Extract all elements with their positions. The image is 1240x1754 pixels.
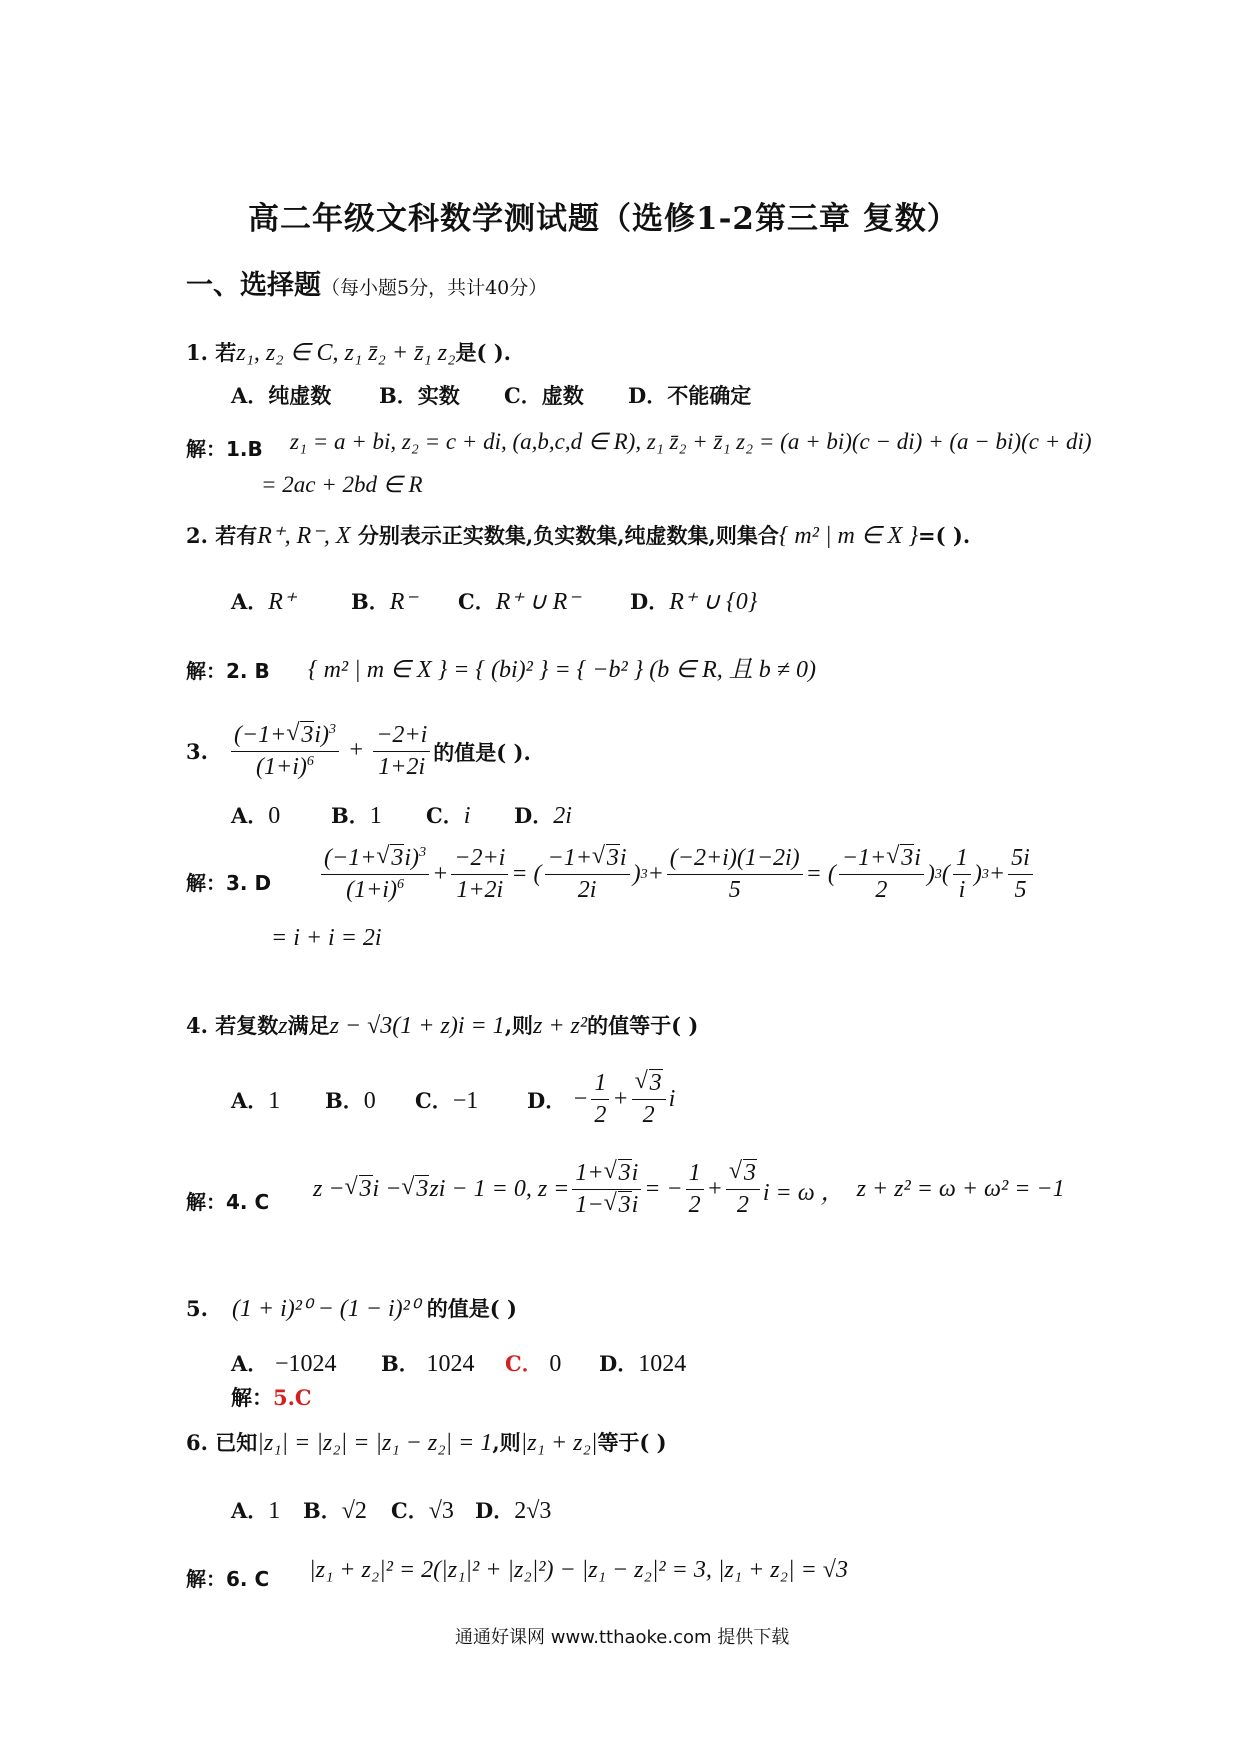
options-2: [231, 586, 757, 616]
question-text-end: =( ).: [918, 523, 971, 548]
option-b-value: 1024: [426, 1351, 475, 1377]
question-3: [186, 722, 531, 781]
option-d-value: 2i: [553, 803, 572, 829]
option-b-value: 0: [363, 1087, 376, 1114]
question-set: { m² | m ∈ X }: [778, 523, 919, 549]
option-a: A．纯虚数: [231, 383, 332, 408]
solution-2-head: 解：2. B: [186, 659, 270, 683]
question-text-end: 的值等于( ): [587, 1013, 699, 1038]
option-c-value: −1: [452, 1087, 479, 1114]
solution-6-head: 解：6. C: [186, 1567, 270, 1591]
solution-5: [231, 1382, 312, 1412]
options-6: [231, 1495, 551, 1525]
question-6: [186, 1427, 667, 1457]
option-d-value: R⁺ ∪ {0}: [669, 589, 758, 615]
option-d: D．不能确定: [628, 383, 752, 408]
question-text-mid: 分别表示正实数集,负实数集,纯虚数集,则集合: [357, 523, 779, 548]
option-d-value: − $\frac{1}{2}$ + √ $\frac{3}{2}$ i: [566, 1070, 675, 1129]
question-number: 2.: [186, 523, 208, 548]
solution-6-line1: |z₁ + z₂|² = 2(|z₁|² + |z₂|²) − |z₁ − z₂|² = 3, |z₁ + z₂| = √3: [309, 1557, 848, 1583]
question-1: [186, 337, 511, 367]
options-1: [231, 380, 751, 410]
option-a: A．: [231, 1498, 269, 1523]
option-c-value: 0: [549, 1351, 562, 1377]
option-c-value: i: [463, 803, 471, 829]
option-c: C．: [391, 1498, 429, 1523]
options-3: [231, 800, 572, 830]
question-math-expr: |z₁ + z₂|: [520, 1430, 598, 1456]
question-math-given: |z₁| = |z₂| = |z₁ − z₂| = 1: [257, 1430, 493, 1456]
footer: 通通好课网 www.tthaoke.com 提供下载: [455, 1627, 790, 1648]
section-heading: [186, 263, 547, 302]
question-number: 6.: [186, 1430, 208, 1455]
option-d: D．: [599, 1351, 639, 1376]
options-5: [231, 1348, 686, 1378]
option-b: B．: [325, 1087, 364, 1113]
question-text: 若: [215, 340, 237, 365]
option-a: A．: [231, 589, 269, 614]
option-a: A．: [231, 1087, 269, 1113]
option-d-value: 2√3: [514, 1498, 552, 1524]
option-c: C．: [458, 589, 496, 614]
option-d: D．: [527, 1087, 567, 1113]
question-text-end: 是( ).: [455, 340, 511, 365]
question-2: [186, 520, 970, 550]
option-c: C．: [415, 1087, 453, 1113]
question-text: 若有: [215, 523, 258, 548]
option-a: A．: [231, 1351, 269, 1376]
solution-1-line2: = 2ac + 2bd ∈ R: [261, 472, 423, 497]
option-a-value: R⁺: [268, 589, 296, 615]
option-c: C．: [426, 803, 464, 828]
option-b-value: 1: [369, 803, 382, 829]
option-b: B．: [351, 589, 390, 614]
solution-5-answer: 5.C: [273, 1385, 312, 1410]
option-c-value: R⁺ ∪ R⁻: [495, 589, 580, 615]
solution-4-tail: z + z² = ω + ω² = −1: [856, 1176, 1065, 1202]
question-number: 4.: [186, 1013, 208, 1038]
option-b-value: R⁻: [389, 589, 418, 615]
option-a-value: 1: [268, 1087, 281, 1114]
question-text-mid: ,则: [492, 1430, 521, 1455]
question-math: (1 + i)²⁰ − (1 − i)²⁰: [231, 1296, 420, 1322]
question-text-end: 等于( ): [597, 1430, 667, 1455]
section-label: 一、选择题: [186, 270, 321, 301]
options-4: [231, 1070, 675, 1129]
question-math-expr: z + z²: [533, 1013, 588, 1039]
question-number: 1.: [186, 340, 208, 365]
solution-4-head: 解：4. C: [186, 1190, 270, 1214]
question-text: 若复数: [215, 1013, 279, 1038]
question-math-eq: z − √3(1 + z)i = 1: [329, 1013, 505, 1039]
option-b: B．: [381, 1351, 420, 1376]
option-b: B．实数: [379, 383, 460, 408]
option-c-value: √3: [428, 1498, 454, 1524]
option-a-value: −1024: [274, 1351, 337, 1377]
solution-5-head: 解：: [231, 1385, 273, 1410]
question-text: 已知: [215, 1430, 258, 1455]
question-4: [186, 1010, 698, 1040]
option-a: A．: [231, 803, 269, 828]
solution-1-line1: z₁ = a + bi, z₂ = c + di, (a,b,c,d ∈ R), z₁ z̄₂ + z̄₁ z₂ = (a + bi)(c − di) + (a − bi)(c + di): [290, 429, 1092, 454]
solution-3-line2: = i + i = 2i: [271, 925, 382, 951]
option-c: C．: [505, 1351, 543, 1376]
option-d-value: 1024: [638, 1351, 687, 1377]
option-d: D．: [475, 1498, 515, 1523]
option-d: D．: [514, 803, 554, 828]
solution-3-head: 解：3. D: [186, 871, 272, 895]
question-text-end: 的值是( ).: [433, 739, 531, 765]
question-math: R⁺, R⁻, X: [257, 523, 351, 549]
question-text-mid: 满足: [287, 1013, 330, 1038]
question-expression: $\frac{(-1+√ 3i)^3}{(1+i)^6}$ + $\frac{-2+i}{1+2i}$: [228, 722, 433, 781]
option-a-value: 1: [268, 1498, 281, 1524]
option-d: D．: [630, 589, 670, 614]
question-math-z: z: [278, 1013, 288, 1039]
solution-4-line1: z − √ 3 i − √ 3 zi − 1 = 0, z = $\frac{1+√ 3i}{1-√ 3i}$ = − $\frac{1}{2}$ + √ $\frac{3}{2}$ i = ω ， z + z² = ω + ω² = −1: [313, 1160, 1065, 1219]
question-5: [186, 1293, 517, 1323]
option-c: C．虚数: [504, 383, 584, 408]
question-number: 5.: [186, 1296, 208, 1321]
section-note: （每小题5分，共计40分）: [321, 277, 548, 299]
solution-2-line1: { m² | m ∈ X } = { (bi)² } = { −b² } (b ∈ R, 且 b ≠ 0): [308, 657, 816, 683]
option-b: B．: [303, 1498, 342, 1523]
question-number: 3.: [186, 739, 208, 764]
option-b: B．: [331, 803, 370, 828]
question-text-end: 的值是( ): [426, 1296, 517, 1321]
solution-1-head: 解：1.B: [186, 437, 263, 461]
page-title: 高二年级文科数学测试题（选修1-2第三章 复数）: [248, 201, 959, 237]
option-b-value: √2: [341, 1498, 367, 1524]
option-a-value: 0: [268, 803, 281, 829]
question-math: z₁, z₂ ∈ C, z₁ z̄₂ + z̄₁ z₂: [236, 340, 456, 366]
solution-3-line1: $\frac{(-1+√ 3i)^3}{(1+i)^6}$ + $\frac{-2+i}{1+2i}$ = ( $\frac{-1+√ 3i}{2i}$ ) 3 + $\frac{(-2+i)(1-2i)}{5}$ = ( $\frac{-1+√ 3i}{2}$ ) 3 ( $\frac{1}{i}$ ) 3 + $\frac{5i}{5}$: [318, 845, 1036, 904]
question-text-mid2: ,则: [504, 1013, 533, 1038]
